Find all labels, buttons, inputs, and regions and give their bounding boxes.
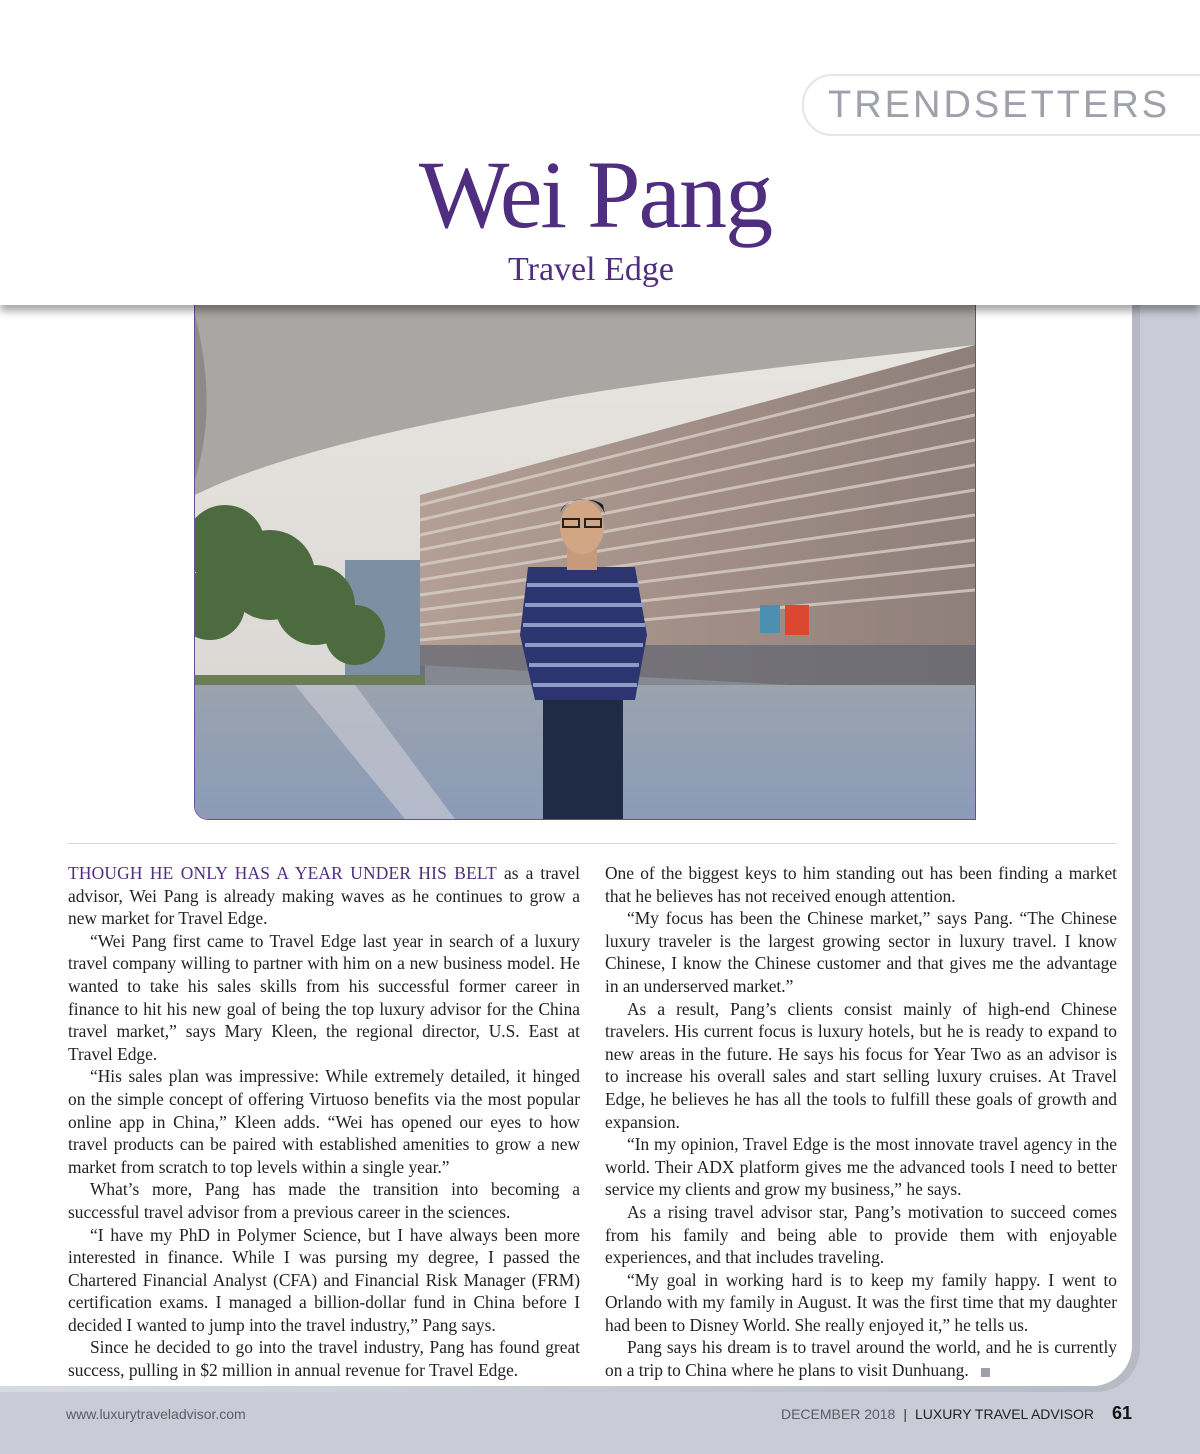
article-paragraph: As a result, Pang’s clients consist mainly of high-end Chinese travelers. His current focus is luxury hotels, but he is ready to expand to new areas in the future. He says his focus for Year Two as an advisor is to increase his overall sales and start selling luxury cruises. At Travel Edge, he believes he has all the tools to fulfill these goals of growth and expansion. [605,998,1117,1132]
company-subtitle: Travel Edge [508,251,674,288]
article-paragraph: “My goal in working hard is to keep my family happy. I went to Orlando with my family in August. It was the first time that my daughter had been to Disney World. She really enjoyed it,” he tells us. [605,1269,1117,1335]
lead-continuation: as a travel advisor, Wei Pang is already making waves as he continues to grow a new market for Travel Edge. [68,863,580,929]
article-paragraph: As a rising travel advisor star, Pang’s motivation to succeed comes from his family and being able to provide them with enjoyable experiences, and that includes traveling. [605,1201,1117,1268]
issue-date: DECEMBER 2018 [780,1406,896,1422]
article-paragraph: “I have my PhD in Polymer Science, but I have always been more interested in finance. While I was pursing my degree, I passed the Chartered Financial Analyst (CFA) and Financial Risk Manager (FRM) certification exams. I managed a billion-dollar fund in China before I decided I wanted to jump into the travel industry,” Pang says. [68,1224,580,1335]
page-title: Wei Pang [418,141,772,248]
lead-in: THOUGH HE ONLY HAS A YEAR UNDER HIS BELT [68,863,497,883]
article-paragraph: “My focus has been the Chinese market,” says Pang. “The Chinese luxury traveler is the largest growing sector in luxury travel. I know Chinese, I know the Chinese customer and that gives me the advantage in an underserved market.” [605,908,1117,996]
article-column-2 [605,862,1117,1382]
section-label: TRENDSETTERS [828,84,1171,126]
article-paragraph: One of the biggest keys to him standing out has been finding a market that he believes has not received enough attention. [605,863,1117,906]
article-paragraph: What’s more, Pang has made the transition into becoming a successful travel advisor from a previous career in the sciences. [68,1179,580,1222]
article-paragraph: “In my opinion, Travel Edge is the most innovate travel agency in the world. Their ADX platform gives me the advanced tools I need to better service my clients and grow my business,” he says. [605,1134,1117,1200]
page-header [0,0,1200,305]
article-paragraph [605,1336,1117,1381]
end-square-icon [981,1368,990,1377]
article-column-1 [68,862,580,1382]
article-paragraph: “Wei Pang first came to Travel Edge last year in search of a luxury travel company willing to partner with him on a new business model. He wanted to take his sales skills from his successful former career in finance to hit his new goal of being the top luxury advisor for the China travel market,” says Mary Kleen, the regional director, U.S. East at Travel Edge. [68,930,580,1064]
footer-folio [781,1403,1132,1424]
article-paragraph [68,862,580,930]
page-number: 61 [1111,1403,1132,1423]
divider-rule [68,843,1116,844]
article-paragraph: Since he decided to go into the travel industry, Pang has found great success, pulling in $2 million in annual revenue for Travel Edge. [68,1337,580,1381]
final-paragraph-text: Pang says his dream is to travel around the world, and he is currently on a trip to China where he plans to visit Dunhuang. [605,1337,1117,1381]
footer-url: www.luxurytraveladvisor.com [66,1406,246,1422]
magazine-name: LUXURY TRAVEL ADVISOR [915,1406,1094,1422]
portrait-photo [194,305,976,820]
folio-separator: | [903,1406,907,1422]
article-paragraph: “His sales plan was impressive: While extremely detailed, it hinged on the simple concept of offering Virtuoso benefits via the most popular online app in China,” Kleen adds. “Wei has opened our eyes to how travel products can be paired with established amenities to grow a new market from scratch to top levels within a single year.” [68,1066,580,1177]
